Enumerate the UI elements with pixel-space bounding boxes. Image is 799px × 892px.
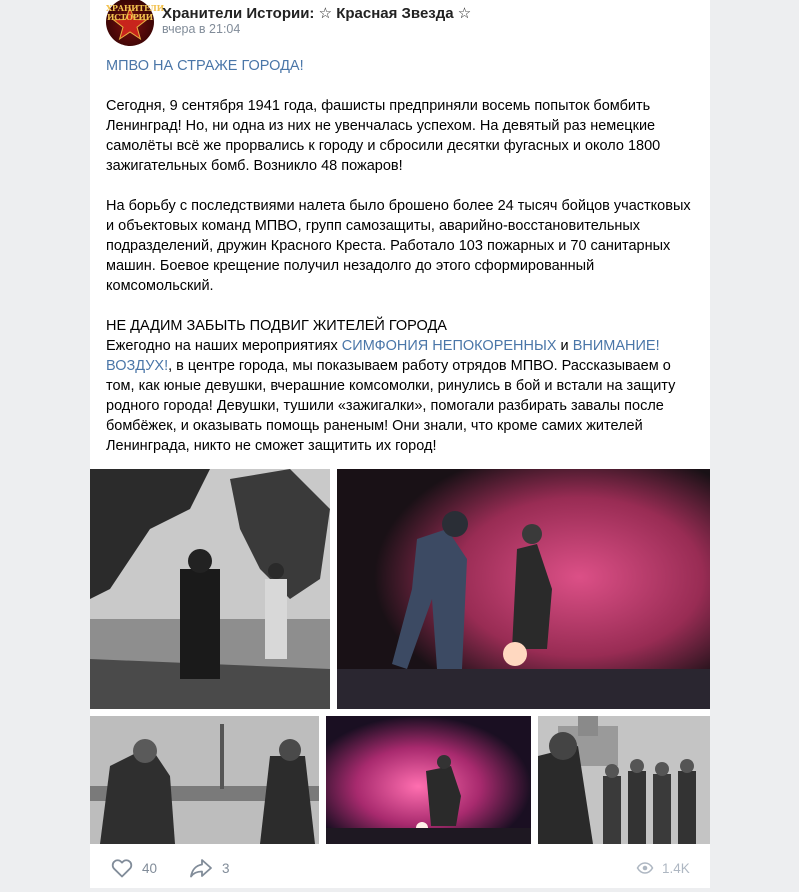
link-symphony[interactable]: СИМФОНИЯ НЕПОКОРЕННЫХ: [341, 338, 557, 354]
post-time[interactable]: вчера в 21:04: [162, 22, 241, 36]
share-button[interactable]: [188, 856, 230, 880]
paragraph-3-title: НЕ ДАДИМ ЗАБЫТЬ ПОДВИГ ЖИТЕЛЕЙ ГОРОДА: [106, 318, 447, 334]
author-name[interactable]: Хранители Истории: ☆ Красная Звезда ☆: [162, 5, 472, 22]
post-header: [106, 0, 696, 48]
photo-soldiers-helmets[interactable]: [538, 716, 710, 844]
post-card: [90, 0, 710, 888]
paragraph-3-rest: , в центре города, мы показываем работу отрядов МПВО. Рассказываем о том, как юные девушки, вчерашние комсомолки, ринулись в бой и встали на защиту родного города! Девушки, тушили «зажигалки», помогали разбирать завалы после бомбёжек, и оказывать помощь раненым! Они знали, что кроме самих жителей Ленинграда, никто не сможет защитить их город!: [106, 358, 676, 454]
views-indicator: [636, 856, 690, 880]
paragraph-2: На борьбу с последствиями налета было брошено более 24 тысяч бойцов участковых и объектовых команд МПВО, групп самозащиты, аварийно-восстановительных подразделений, дружин Красного Креста. Работало 103 пожарных и 70 санитарных машин. Боевое крещение получил незадолго до этого сформированный комсомольский.: [106, 198, 691, 294]
share-count: 3: [222, 860, 230, 876]
paragraph-3-and: и: [556, 338, 573, 354]
paragraph-1: Сегодня, 9 сентября 1941 года, фашисты предприняли восемь попыток бомбить Ленинград! Но, ни одна из них не увенчалась успехом. На девятый раз немецкие самолёты всё же прорвались к городу и сбросили десятки фугасных и около 1800 зажигательных бомб. Возникло 48 пожаров!: [106, 98, 661, 174]
like-button[interactable]: [110, 856, 157, 880]
post-text: [106, 56, 696, 456]
photo-reenactment-smoke[interactable]: [337, 469, 710, 709]
avatar-logo-text: ХРАНИТЕЛИ ИСТОРИИ: [106, 3, 164, 22]
paragraph-3-intro: Ежегодно на наших мероприятиях: [106, 338, 342, 354]
avatar[interactable]: [106, 0, 164, 46]
paragraph-3: [106, 336, 696, 456]
like-count: 40: [142, 860, 158, 876]
photo-night-smoke[interactable]: [326, 716, 531, 844]
photo-historic-monument[interactable]: [90, 469, 330, 709]
post-footer: [90, 848, 710, 888]
views-count: 1.4K: [662, 860, 690, 876]
share-icon: [188, 856, 214, 880]
link-air-raid[interactable]: ВНИМАНИЕ! ВОЗДУХ!: [106, 338, 660, 374]
eye-icon: [636, 859, 654, 877]
heart-icon: [110, 856, 134, 880]
photo-women-soldiers[interactable]: [90, 716, 319, 844]
post-heading[interactable]: МПВО НА СТРАЖЕ ГОРОДА!: [106, 58, 304, 74]
